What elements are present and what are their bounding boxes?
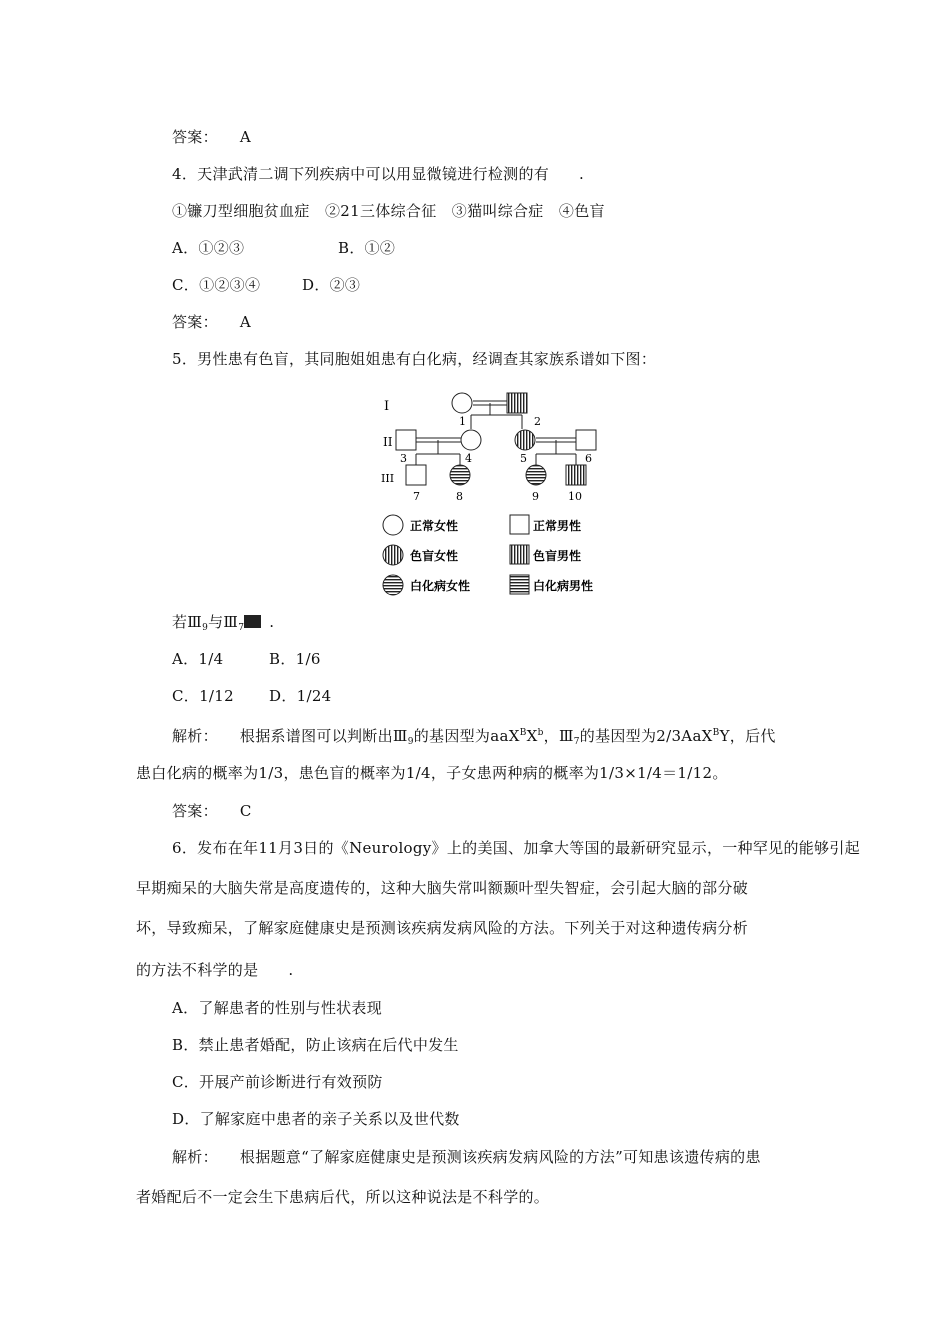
q4-option-b: B．①②	[338, 239, 396, 257]
q5-question	[172, 611, 274, 639]
pedigree-ii4-normal-female	[461, 430, 481, 450]
q5-question-pre: 若Ⅲ	[172, 613, 203, 631]
pedigree-iii9-albino-female	[526, 465, 546, 485]
q6-stem-line2: 早期痴呆的大脑失常是高度遗传的，这种大脑失常叫额颞叶型失智症，会引起大脑的部分破	[136, 879, 749, 897]
pedigree-ii6-normal-male	[576, 430, 596, 450]
answer-value: C	[239, 802, 252, 820]
legend-normal-male-symbol	[510, 515, 529, 534]
analysis-label: 解析：	[172, 1148, 218, 1166]
q6-stem-line1: 6．发布在年11月3日的《Neurology》上的美国、加拿大等国的最新研究显示，一种罕见的能够引起	[172, 839, 860, 857]
legend-colorblind-female-symbol	[383, 545, 403, 565]
redaction-block	[244, 615, 261, 628]
answer-label: 答案：	[172, 802, 218, 820]
pedigree-label-8: 8	[456, 490, 463, 503]
legend-colorblind-male-symbol	[510, 545, 529, 564]
legend-albino-male-symbol	[510, 575, 529, 594]
q5-row-cd	[172, 685, 332, 707]
analysis-label: 解析：	[172, 727, 218, 745]
answer-value: A	[239, 128, 252, 146]
analysis-sup-b-upper: B	[519, 728, 527, 738]
q4-option-a: A．①②③	[172, 239, 245, 257]
pedigree-label-7: 7	[413, 490, 420, 503]
gen-label-iii: III	[381, 472, 395, 485]
answer-value: A	[239, 313, 252, 331]
q5-option-c: C．1/12	[172, 687, 234, 705]
analysis-sup-b-lower: b	[537, 728, 544, 738]
pedigree-iii7-normal-male	[406, 465, 426, 485]
analysis-sup-b-upper: B	[712, 728, 720, 738]
q4-stem-text: 4．天津武清二调下列疾病中可以用显微镜进行检测的有	[172, 165, 550, 183]
pedigree-label-4: 4	[465, 452, 472, 465]
q6-stem-line4-text: 的方法不科学的是	[136, 961, 259, 979]
q5-answer	[172, 800, 252, 822]
q5-analysis-line1	[172, 722, 776, 753]
q5-analysis-line2: 患白化病的概率为1/3，患色盲的概率为1/4，子女患两种病的概率为1/3×1/4＝1/12。	[136, 764, 728, 782]
q6-option-d: D．了解家庭中患者的亲子关系以及世代数	[172, 1110, 460, 1128]
blank-dot: .	[269, 613, 275, 631]
analysis-text: ，Ⅲ	[543, 727, 574, 745]
pedigree-label-1: 1	[459, 415, 466, 428]
pedigree-figure	[376, 384, 616, 598]
analysis-text: 根据题意“了解家庭健康史是预测该疾病发病风险的方法”可知患该遗传病的患	[239, 1148, 761, 1166]
q3-answer	[172, 126, 251, 148]
legend-albino-female-label: 白化病女性	[410, 579, 471, 593]
analysis-text: X	[526, 727, 538, 745]
q5-sub-7: 7	[238, 623, 245, 633]
legend-normal-female-symbol	[383, 515, 403, 535]
pedigree-ii5-colorblind-female	[515, 430, 535, 450]
q4-option-c: C．①②③④	[172, 276, 261, 294]
q6-stem-line3: 坏，导致痴呆，了解家庭健康史是预测该疾病发病风险的方法。下列关于对这种遗传病分析	[136, 919, 749, 937]
analysis-text: 的基因型为aaX	[413, 727, 520, 745]
blank-dot: .	[288, 961, 294, 979]
analysis-text: Y，后代	[719, 727, 776, 745]
gen-label-ii: II	[383, 435, 393, 449]
q6-option-c: C．开展产前诊断进行有效预防	[172, 1073, 383, 1091]
q4-stem	[172, 163, 584, 185]
pedigree-label-5: 5	[520, 452, 527, 465]
q5-sub-9: 9	[202, 623, 209, 633]
q4-option-d: D．②③	[302, 276, 361, 294]
q4-row-ab	[172, 237, 396, 259]
pedigree-label-2: 2	[534, 415, 541, 428]
blank-dot: .	[579, 165, 585, 183]
q6-option-b: B．禁止患者婚配，防止该病在后代中发生	[172, 1036, 459, 1054]
legend-albino-female-symbol	[383, 575, 403, 595]
legend-colorblind-male-label: 色盲男性	[533, 549, 582, 563]
q6-analysis-line1	[172, 1146, 761, 1168]
pedigree-iii10-colorblind-male	[566, 465, 586, 485]
pedigree-ii3-normal-male	[396, 430, 416, 450]
analysis-sub-7: 7	[573, 737, 580, 747]
q4-row-cd	[172, 274, 361, 296]
q5-stem: 5．男性患有色盲，其同胞姐姐患有白化病，经调查其家族系谱如下图：	[172, 350, 657, 368]
answer-label: 答案：	[172, 128, 218, 146]
q4-answer	[172, 311, 251, 333]
pedigree-label-10: 10	[568, 490, 582, 503]
analysis-text: 的基因型为2/3AaX	[579, 727, 713, 745]
q6-analysis-line2: 者婚配后不一定会生下患病后代，所以这种说法是不科学的。	[136, 1188, 550, 1206]
legend-colorblind-female-label: 色盲女性	[410, 549, 459, 563]
pedigree-iii8-albino-female	[450, 465, 470, 485]
q5-option-d: D．1/24	[269, 687, 332, 705]
answer-label: 答案：	[172, 313, 218, 331]
pedigree-label-6: 6	[585, 452, 592, 465]
gen-label-i: I	[384, 399, 390, 414]
pedigree-i2-colorblind-male	[507, 393, 527, 413]
analysis-text: 根据系谱图可以判断出Ⅲ	[239, 727, 408, 745]
pedigree-label-9: 9	[532, 490, 539, 503]
q5-option-a: A．1/4	[172, 650, 224, 668]
q6-stem-line4	[136, 959, 293, 981]
legend-albino-male-label: 白化病男性	[533, 579, 594, 593]
q4-options-line: ①镰刀型细胞贫血症 ②21三体综合征 ③猫叫综合症 ④色盲	[172, 202, 605, 220]
q6-option-a: A．了解患者的性别与性状表现	[172, 999, 383, 1017]
q5-option-b: B．1/6	[269, 650, 321, 668]
pedigree-label-3: 3	[400, 452, 407, 465]
pedigree-i1-normal-female	[452, 393, 472, 413]
legend-normal-male-label: 正常男性	[533, 519, 582, 533]
q5-question-mid: 与Ⅲ	[208, 613, 239, 631]
analysis-sub-9: 9	[407, 737, 414, 747]
q5-row-ab	[172, 648, 321, 670]
legend-normal-female-label: 正常女性	[410, 519, 459, 533]
